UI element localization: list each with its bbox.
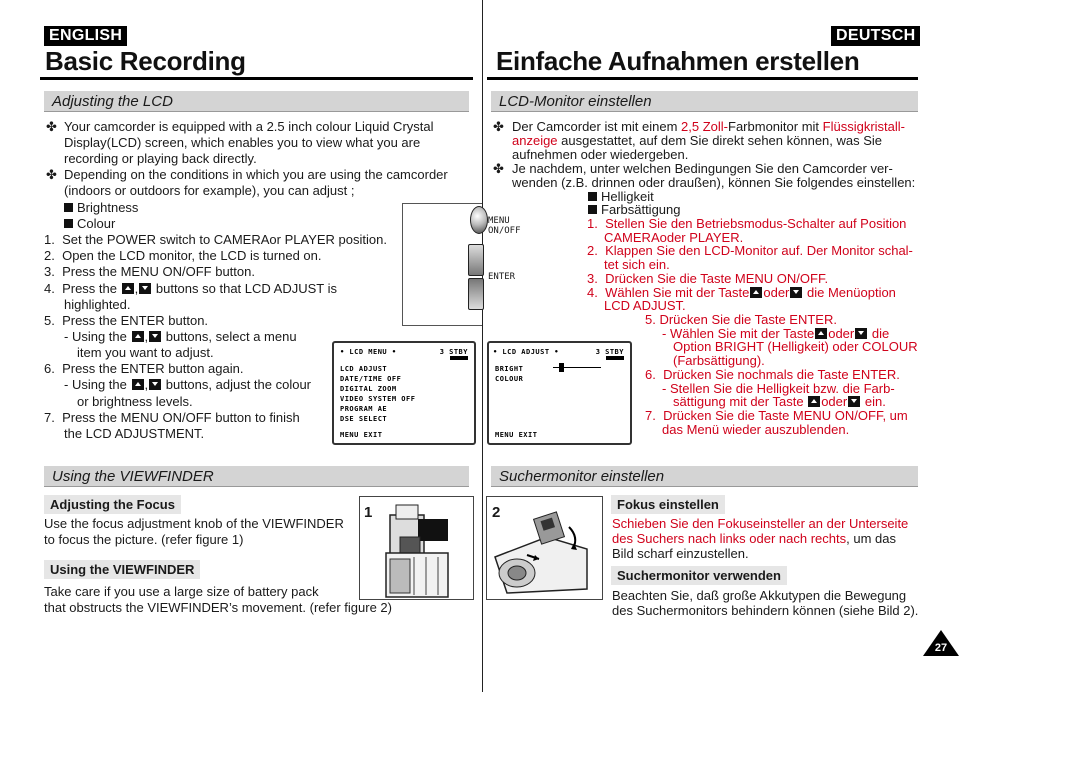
de-step6-sub: - Stellen Sie die Helligkeit bzw. die Farb- <box>662 381 895 396</box>
step5-sub-line2: item you want to adjust. <box>77 345 214 360</box>
menu-row: DATE/TIME OFF <box>340 375 402 383</box>
de-option-helligkeit: Helligkeit <box>588 189 654 205</box>
de-option-farbsaettigung: Farbsättigung <box>588 202 681 218</box>
de-intro2-line1: Je nachdem, unter welchen Bedingungen Sie den Camcorder ver- <box>512 161 893 176</box>
subhead-using-viewfinder: Using the VIEWFINDER <box>44 560 200 579</box>
level-marker <box>559 363 564 372</box>
step6: 6. Press the ENTER button again. <box>44 361 244 376</box>
de-vf-line1: Beachten Sie, daß große Akkutypen die Bewegung <box>612 588 907 603</box>
enter-button-icon <box>468 278 484 310</box>
subhead-adjusting-focus: Adjusting the Focus <box>44 495 181 514</box>
subhead-fokus-einstellen: Fokus einstellen <box>611 495 725 514</box>
panel-label-menu: MENU <box>488 216 510 226</box>
up-button-icon <box>132 379 144 390</box>
adjust-row: BRIGHT <box>495 365 524 373</box>
intro1-line3: recording or playing back directly. <box>64 151 257 166</box>
square-bullet-icon <box>64 203 73 212</box>
figure-1-number: 1 <box>364 504 373 521</box>
de-focus-line2: des Suchers nach links oder nach rechts, um das <box>612 531 896 546</box>
de-step7-line2: das Menü wieder auszublenden. <box>662 422 850 437</box>
screen-title: • LCD ADJUST • <box>493 348 560 356</box>
language-badge-english: ENGLISH <box>44 26 127 46</box>
page-number: 27 <box>934 642 948 654</box>
lcd-menu-screen <box>332 341 476 445</box>
down-button-icon <box>139 283 151 294</box>
de-intro1-line3: aufnehmen oder wiedergeben. <box>512 147 689 162</box>
step2: 2. Open the LCD monitor, the LCD is turned on. <box>44 248 322 263</box>
up-down-button-icon <box>468 244 484 276</box>
intro1-line1: Your camcorder is equipped with a 2.5 inch colour Liquid Crystal <box>64 119 434 134</box>
screen-status: 3 STBY <box>439 348 468 356</box>
step5: 5. Press the ENTER button. <box>44 313 209 328</box>
up-button-icon <box>808 396 820 407</box>
section-adjusting-lcd: Adjusting the LCD <box>44 91 469 112</box>
de-focus-line1: Schieben Sie den Fokuseinsteller an der Unterseite <box>612 516 909 531</box>
figure-1-viewfinder-focus <box>359 496 474 600</box>
intro2-line2: (indoors or outdoors for example), you can adjust ; <box>64 183 355 198</box>
de-step4-line2: LCD ADJUST. <box>604 298 686 313</box>
language-badge-deutsch: DEUTSCH <box>831 26 920 46</box>
figure-2-viewfinder-movement <box>486 496 603 600</box>
de-step6-sub-line2: sättigung mit der Taste oder ein. <box>673 394 886 409</box>
step4-line2: highlighted. <box>64 297 131 312</box>
vf-text-line1: Take care if you use a large size of battery pack <box>44 584 319 599</box>
camcorder-battery-illustration <box>487 497 602 599</box>
menu-button-icon <box>470 206 488 234</box>
menu-row: LCD ADJUST <box>340 365 388 373</box>
page-title-english: Basic Recording <box>45 46 246 76</box>
column-divider <box>482 0 483 692</box>
intro1-line2: Display(LCD) screen, which enables you to view what you are <box>64 135 421 150</box>
up-button-icon <box>132 331 144 342</box>
menu-row: DIGITAL ZOOM <box>340 385 397 393</box>
option-colour: Colour <box>64 216 115 232</box>
de-step4: 4. Wählen Sie mit der Taste oder die Menüoption <box>587 285 896 300</box>
lcd-adjust-screen <box>487 341 632 445</box>
down-button-icon <box>790 287 802 298</box>
title-rule-right <box>487 77 918 80</box>
figure-2-number: 2 <box>492 504 501 521</box>
menu-row: DSE SELECT <box>340 415 388 423</box>
option-brightness: Brightness <box>64 200 138 216</box>
de-step5-sub-line2: Option BRIGHT (Helligkeit) oder COLOUR <box>673 339 918 354</box>
panel-label-onoff: ON/OFF <box>488 226 521 236</box>
step6-sub: - Using the , buttons, adjust the colour <box>64 377 312 392</box>
section-using-viewfinder: Using the VIEWFINDER <box>44 466 469 487</box>
de-step1: 1. Stellen Sie den Betriebsmodus-Schalter auf Position <box>587 216 907 231</box>
square-bullet-icon <box>64 219 73 228</box>
screen-status: 3 STBY <box>595 348 624 356</box>
step5-sub: - Using the , buttons, select a menu <box>64 329 297 344</box>
de-intro2-line2: wenden (z.B. drinnen oder draußen), können Sie folgendes einstellen: <box>512 175 916 190</box>
down-button-icon <box>855 328 867 339</box>
subhead-suchermonitor-verwenden: Suchermonitor verwenden <box>611 566 787 585</box>
step1: 1. Set the POWER switch to CAMERAor PLAYER position. <box>44 232 387 247</box>
de-vf-line2: des Suchermonitors behindern können (siehe Bild 2). <box>612 603 919 618</box>
page-title-deutsch: Einfache Aufnahmen erstellen <box>496 46 860 76</box>
de-intro1-line1: Der Camcorder ist mit einem 2,5 Zoll-Farbmonitor mit Flüssigkristall- <box>512 119 905 134</box>
de-intro1-line2: anzeige ausgestattet, auf dem Sie direkt sehen können, was Sie <box>512 133 883 148</box>
de-step2: 2. Klappen Sie den LCD-Monitor auf. Der Monitor schal- <box>587 243 913 258</box>
up-button-icon <box>750 287 762 298</box>
bullet-icon: ✤ <box>46 167 57 182</box>
battery-icon <box>606 356 624 360</box>
up-button-icon <box>122 283 134 294</box>
screen-title: • LCD MENU • <box>340 348 397 356</box>
bullet-icon: ✤ <box>493 119 504 134</box>
de-step1-line2: CAMERAoder PLAYER. <box>604 230 744 245</box>
down-button-icon <box>848 396 860 407</box>
step7: 7. Press the MENU ON/OFF button to finish <box>44 410 300 425</box>
square-bullet-icon <box>588 192 597 201</box>
de-step3: 3. Drücken Sie die Taste MENU ON/OFF. <box>587 271 829 286</box>
de-step2-line2: tet sich ein. <box>604 257 670 272</box>
down-button-icon <box>149 331 161 342</box>
section-lcd-monitor-einstellen: LCD-Monitor einstellen <box>491 91 918 112</box>
step6-sub-line2: or brightness levels. <box>77 394 193 409</box>
de-focus-line3: Bild scharf einzustellen. <box>612 546 749 561</box>
battery-icon <box>450 356 468 360</box>
panel-label-enter: ENTER <box>488 272 516 282</box>
menu-row: PROGRAM AE <box>340 405 388 413</box>
bullet-icon: ✤ <box>493 161 504 176</box>
bullet-icon: ✤ <box>46 119 57 134</box>
focus-text-line2: to focus the picture. (refer figure 1) <box>44 532 244 547</box>
step4: 4. Press the , buttons so that LCD ADJUST is <box>44 281 337 296</box>
up-button-icon <box>815 328 827 339</box>
screen-footer: MENU EXIT <box>495 431 538 439</box>
adjust-row: COLOUR <box>495 375 524 383</box>
down-button-icon <box>149 379 161 390</box>
intro2-line1: Depending on the conditions in which you are using the camcorder <box>64 167 448 182</box>
de-step5-sub-line3: (Farbsättigung). <box>673 353 765 368</box>
square-bullet-icon <box>588 205 597 214</box>
title-rule-left <box>40 77 473 80</box>
menu-row: VIDEO SYSTEM OFF <box>340 395 416 403</box>
de-step5: 5. Drücken Sie die Taste ENTER. <box>645 312 837 327</box>
vf-text-line2: that obstructs the VIEWFINDER’s movement. (refer figure 2) <box>44 600 392 615</box>
camcorder-viewfinder-illustration <box>360 497 473 599</box>
de-step5-sub: - Wählen Sie mit der Taste oder die <box>662 326 890 341</box>
step3: 3. Press the MENU ON/OFF button. <box>44 264 255 279</box>
step7-line2: the LCD ADJUSTMENT. <box>64 426 205 441</box>
screen-footer: MENU EXIT <box>340 431 383 439</box>
section-suchermonitor-einstellen: Suchermonitor einstellen <box>491 466 918 487</box>
de-step7: 7. Drücken Sie die Taste MENU ON/OFF, um <box>645 408 908 423</box>
de-step6: 6. Drücken Sie nochmals die Taste ENTER. <box>645 367 900 382</box>
focus-text-line1: Use the focus adjustment knob of the VIEWFINDER <box>44 516 344 531</box>
